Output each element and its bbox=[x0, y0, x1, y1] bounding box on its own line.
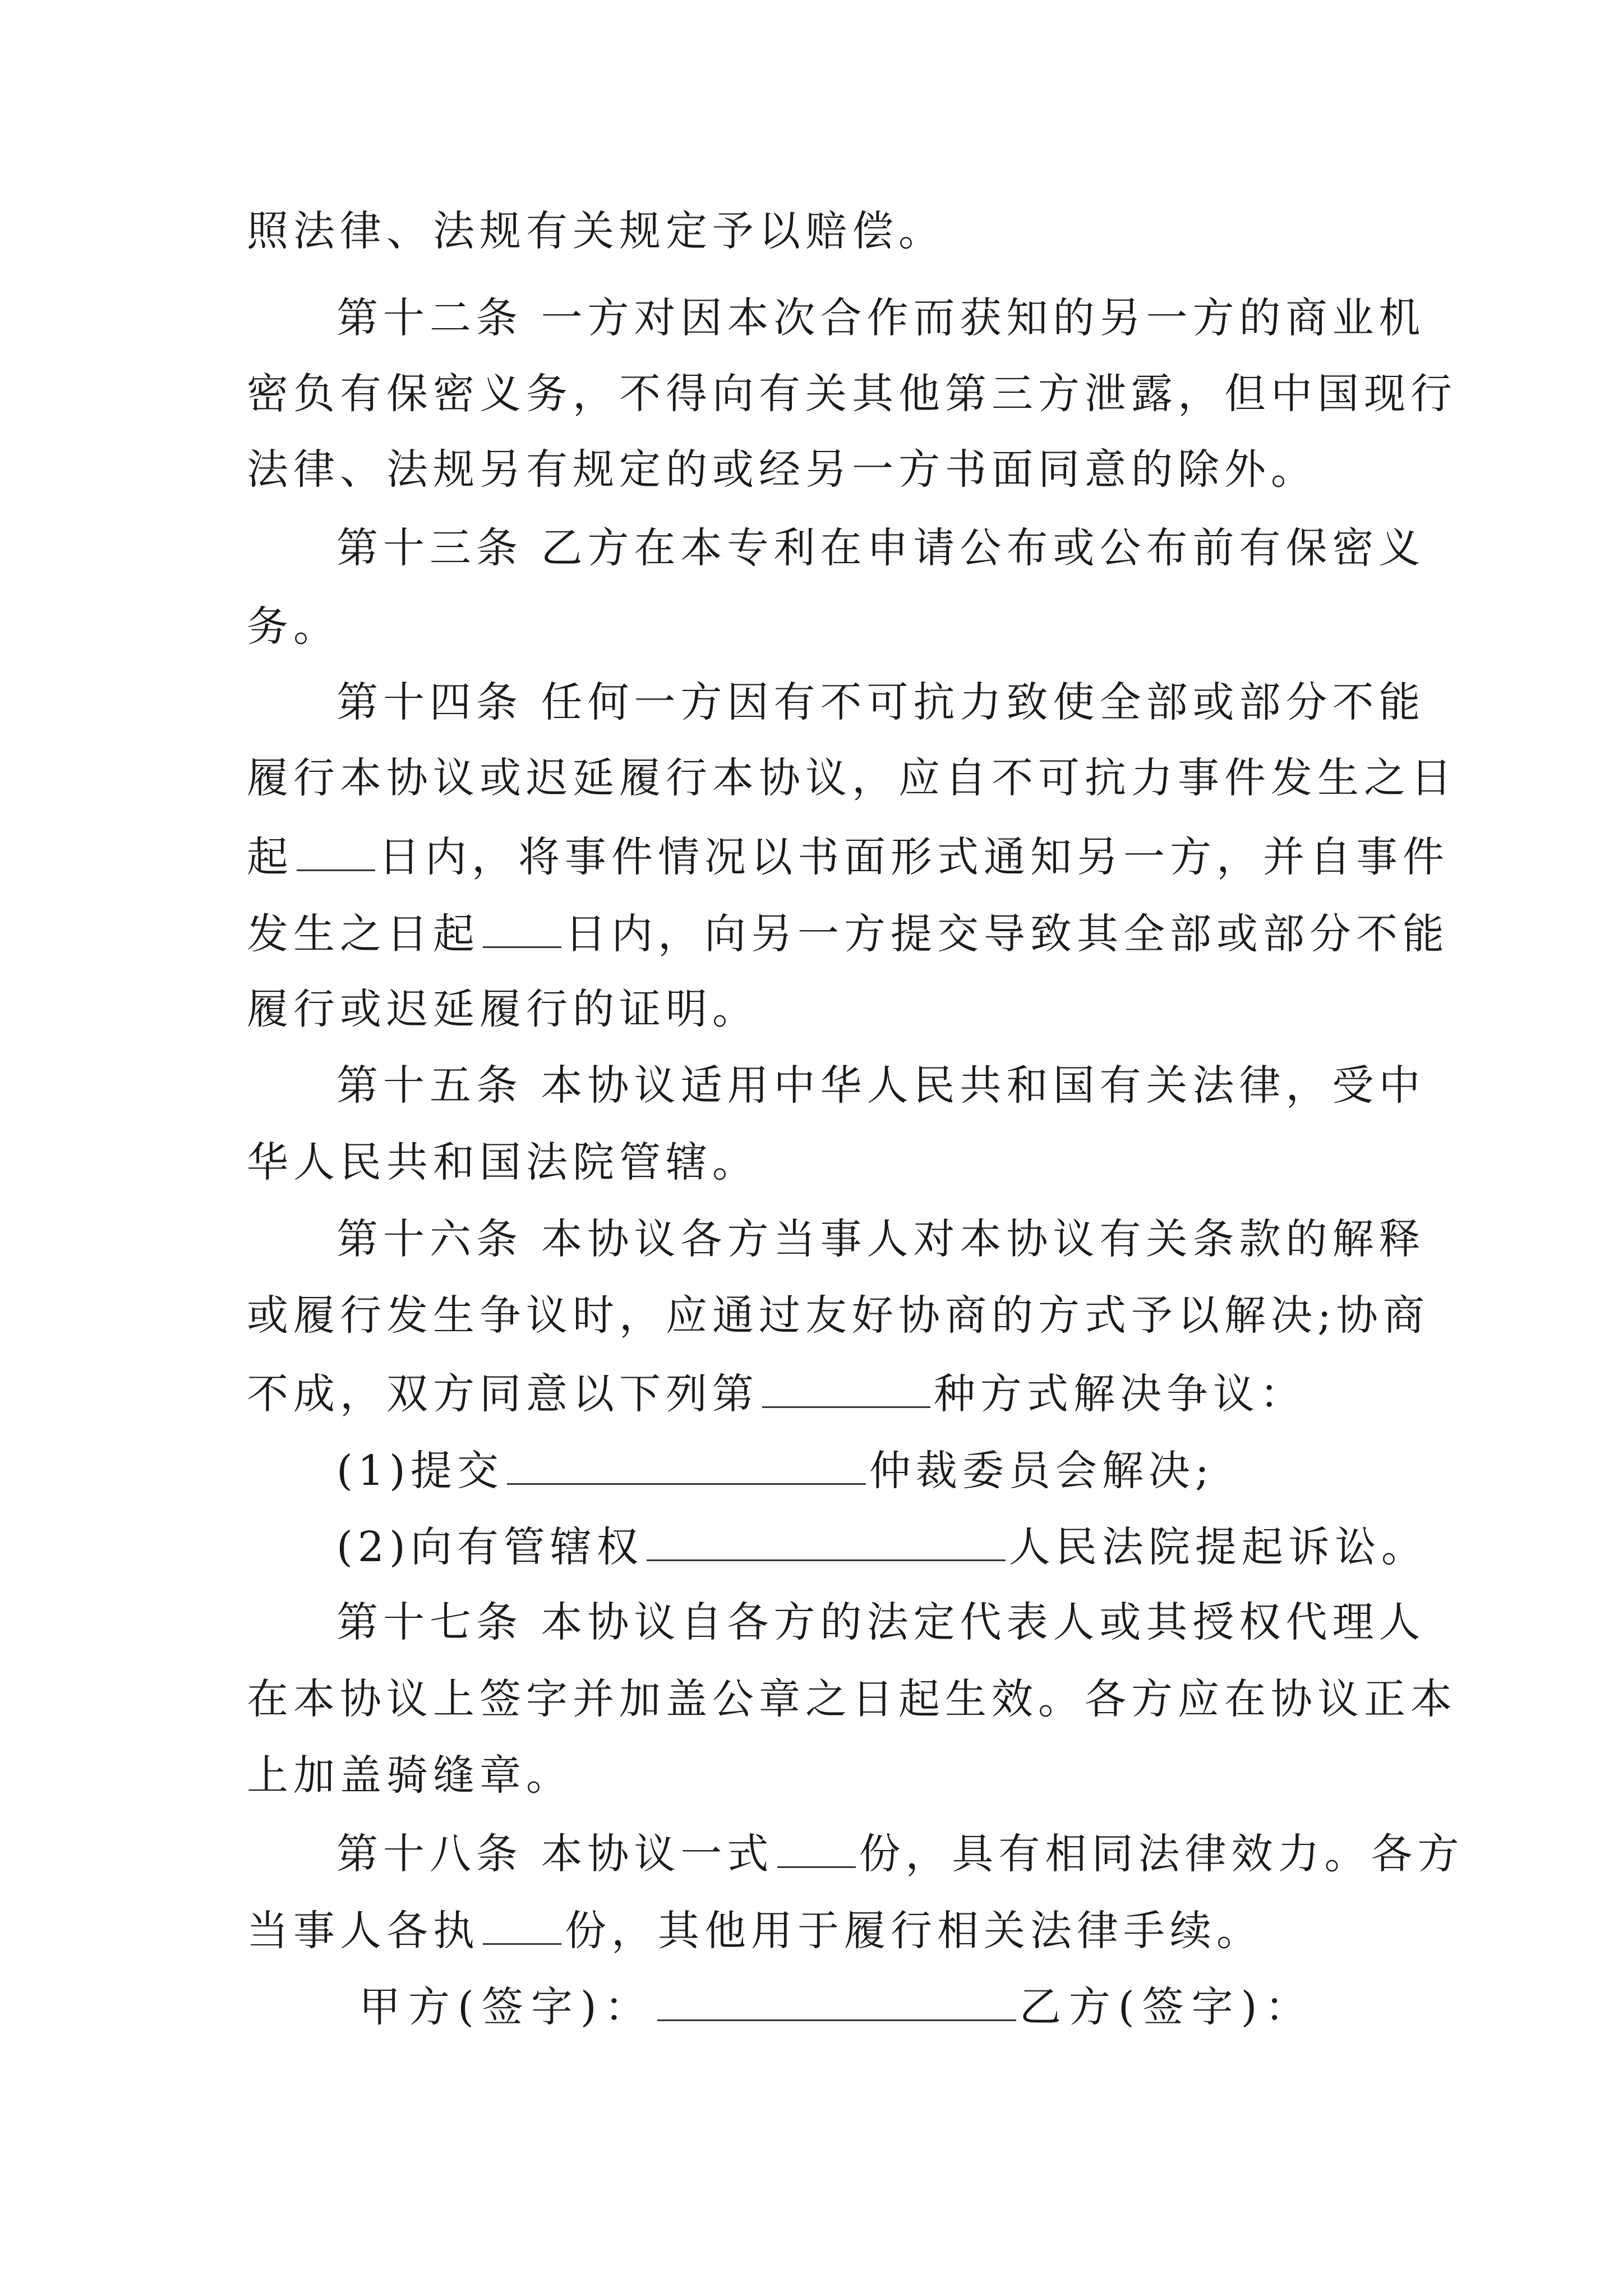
text-line: 当事人各执 份，其他用于履行相关法律手续。 bbox=[247, 1907, 1263, 1955]
text-line: 或履行发生争议时，应通过友好协商的方式予以解决;协商 bbox=[247, 1291, 1430, 1340]
text-line: 履行或迟延履行的证明。 bbox=[247, 985, 759, 1033]
text-line: 照法律、法规有关规定予以赔偿。 bbox=[247, 207, 945, 255]
blank-field[interactable] bbox=[297, 835, 375, 871]
party-b-signature-label: 乙方(签字)： bbox=[1019, 1983, 1315, 2031]
article-18-line: 第十八条 本协议一式 份，具有相同法律效力。各方 bbox=[336, 1830, 1464, 1878]
blank-field[interactable] bbox=[483, 912, 561, 948]
signature-line bbox=[359, 1983, 1315, 2031]
text-line: 密负有保密义务，不得向有关其他第三方泄露，但中国现行 bbox=[247, 370, 1457, 418]
option-2-line: (2)向有管辖权 人民法院提起诉讼。 bbox=[336, 1523, 1428, 1571]
article-17-line: 第十七条 本协议自各方的法定代表人或其授权代理人 bbox=[336, 1598, 1426, 1646]
text-line: 华人民共和国法院管辖。 bbox=[247, 1138, 759, 1186]
blank-field[interactable] bbox=[647, 1525, 1006, 1561]
text-line: 上加盖骑缝章。 bbox=[247, 1751, 573, 1800]
blank-field[interactable] bbox=[507, 1448, 866, 1485]
article-16-line: 第十六条 本协议各方当事人对本协议有关条款的解释 bbox=[336, 1215, 1426, 1263]
text-line: 法律、法规另有规定的或经另一方书面同意的除外。 bbox=[247, 445, 1317, 494]
party-a-signature-label: 甲方(签字)： bbox=[359, 1983, 654, 2031]
blank-field[interactable] bbox=[762, 1372, 930, 1408]
text-line: 起 日内，将事件情况以书面形式通知另一方，并自事件 bbox=[247, 833, 1449, 881]
article-14-line: 第十四条 任何一方因有不可抗力致使全部或部分不能 bbox=[336, 678, 1426, 726]
text-line: 不成，双方同意以下列第 种方式解决争议： bbox=[247, 1370, 1306, 1418]
text-line: 履行本协议或迟延履行本协议，应自不可抗力事件发生之日 bbox=[247, 754, 1457, 802]
text-line: 发生之日起 日内，向另一方提交导致其全部或部分不能 bbox=[247, 910, 1449, 958]
article-13-line: 第十三条 乙方在本专利在申请公布或公布前有保密义 bbox=[336, 524, 1426, 572]
party-a-signature-field[interactable] bbox=[657, 1985, 1016, 2021]
text-line: 在本协议上签字并加盖公章之日起生效。各方应在协议正本 bbox=[247, 1675, 1457, 1723]
blank-field[interactable] bbox=[483, 1908, 561, 1945]
blank-field[interactable] bbox=[777, 1832, 856, 1868]
article-15-line: 第十五条 本协议适用中华人民共和国有关法律，受中 bbox=[336, 1061, 1426, 1110]
option-1-line: (1)提交 仲裁委员会解决; bbox=[336, 1447, 1214, 1495]
text-line: 务。 bbox=[247, 602, 340, 651]
article-12-line: 第十二条 一方对因本次合作而获知的另一方的商业机 bbox=[336, 294, 1426, 342]
